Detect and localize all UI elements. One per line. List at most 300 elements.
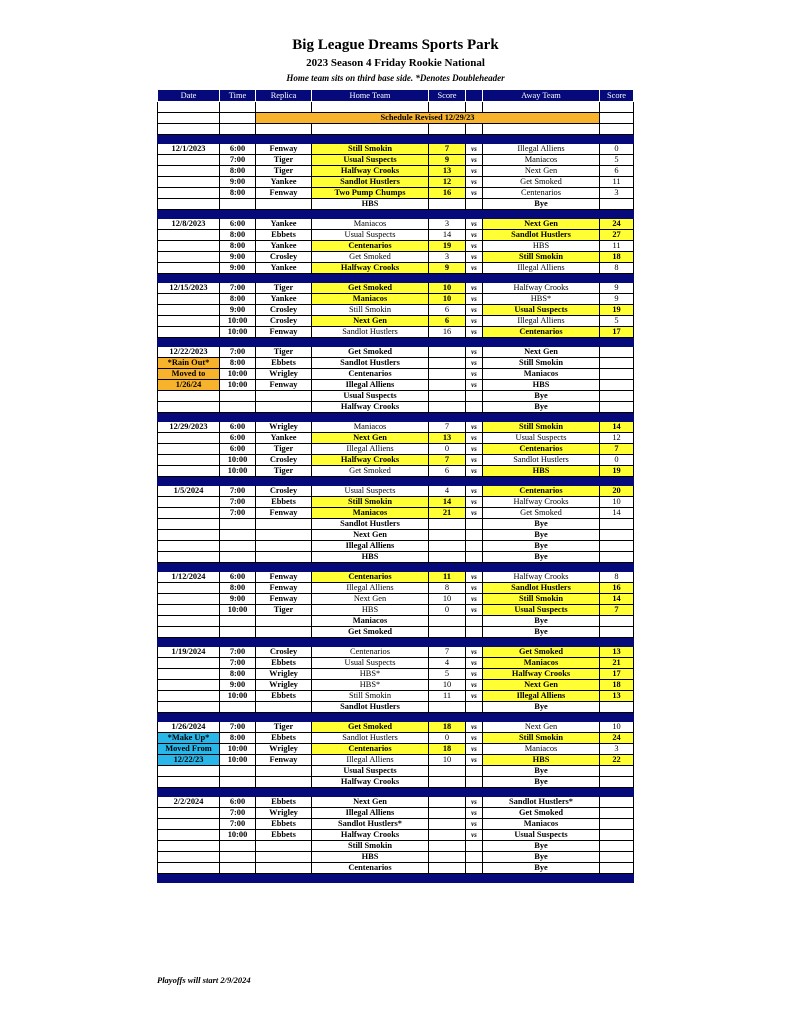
home-team-cell: Maniacos — [312, 219, 429, 230]
game-row — [158, 380, 634, 391]
replica-cell: Crosley — [256, 647, 312, 658]
home-team-cell: Centenarios — [312, 241, 429, 252]
home-score-cell: 8 — [429, 583, 466, 594]
vs-cell: vs — [466, 808, 483, 819]
vs-cell: vs — [466, 455, 483, 466]
home-score-cell — [429, 808, 466, 819]
game-row — [158, 669, 634, 680]
home-score-cell: 3 — [429, 252, 466, 263]
vs-cell: vs — [466, 144, 483, 155]
vs-cell: vs — [466, 230, 483, 241]
home-score-cell: 6 — [429, 466, 466, 477]
game-row — [158, 327, 634, 338]
game-row — [158, 658, 634, 669]
game-row — [158, 497, 634, 508]
away-score-cell: 0 — [600, 455, 634, 466]
away-score-cell: 11 — [600, 177, 634, 188]
away-team-cell: Bye — [483, 530, 600, 541]
date-cell — [158, 177, 220, 188]
week-divider — [158, 563, 634, 572]
date-cell — [158, 433, 220, 444]
time-cell: 8:00 — [220, 230, 256, 241]
away-score-cell — [600, 199, 634, 210]
away-score-cell — [600, 530, 634, 541]
away-score-cell — [600, 777, 634, 788]
vs-cell — [466, 777, 483, 788]
away-team-cell: Get Smoked — [483, 808, 600, 819]
time-cell: 7:00 — [220, 347, 256, 358]
vs-cell: vs — [466, 658, 483, 669]
home-team-cell: Centenarios — [312, 744, 429, 755]
away-score-cell: 22 — [600, 755, 634, 766]
away-score-cell: 7 — [600, 605, 634, 616]
home-team-cell: Get Smoked — [312, 283, 429, 294]
time-cell — [220, 530, 256, 541]
vs-cell: vs — [466, 433, 483, 444]
away-score-cell — [600, 358, 634, 369]
vs-cell: vs — [466, 252, 483, 263]
home-score-cell: 7 — [429, 422, 466, 433]
away-team-cell: Maniacos — [483, 819, 600, 830]
date-cell — [158, 702, 220, 713]
vs-cell: vs — [466, 358, 483, 369]
away-team-cell: Bye — [483, 552, 600, 563]
time-cell: 7:00 — [220, 658, 256, 669]
replica-cell: Wrigley — [256, 369, 312, 380]
time-cell — [220, 863, 256, 874]
away-score-cell: 16 — [600, 583, 634, 594]
home-team-cell: Illegal Alliens — [312, 808, 429, 819]
home-score-cell: 14 — [429, 230, 466, 241]
col-date: Date — [158, 90, 220, 102]
vs-cell — [466, 541, 483, 552]
home-team-cell: HBS — [312, 852, 429, 863]
home-score-cell: 4 — [429, 658, 466, 669]
home-score-cell — [429, 391, 466, 402]
away-team-cell: Halfway Crooks — [483, 669, 600, 680]
away-team-cell: Centenarios — [483, 188, 600, 199]
away-team-cell: Bye — [483, 863, 600, 874]
date-cell — [158, 808, 220, 819]
home-score-cell: 10 — [429, 680, 466, 691]
week-divider-bar — [158, 874, 634, 883]
date-cell — [158, 305, 220, 316]
vs-cell: vs — [466, 380, 483, 391]
game-row — [158, 219, 634, 230]
away-team-cell: Maniacos — [483, 155, 600, 166]
replica-cell: Yankee — [256, 263, 312, 274]
vs-cell: vs — [466, 155, 483, 166]
date-cell — [158, 263, 220, 274]
blank-row — [158, 102, 634, 113]
date-cell: 12/22/2023 — [158, 347, 220, 358]
time-cell: 8:00 — [220, 583, 256, 594]
home-score-cell — [429, 830, 466, 841]
time-cell: 7:00 — [220, 155, 256, 166]
vs-cell: vs — [466, 583, 483, 594]
home-team-cell: Halfway Crooks — [312, 830, 429, 841]
away-team-cell: Next Gen — [483, 680, 600, 691]
away-score-cell — [600, 391, 634, 402]
replica-cell: Fenway — [256, 755, 312, 766]
game-row — [158, 605, 634, 616]
time-cell — [220, 852, 256, 863]
away-team-cell: HBS — [483, 755, 600, 766]
date-cell — [158, 166, 220, 177]
replica-cell: Fenway — [256, 327, 312, 338]
week-divider-bar — [158, 788, 634, 797]
vs-cell: vs — [466, 647, 483, 658]
date-cell — [158, 188, 220, 199]
home-team-cell: Get Smoked — [312, 627, 429, 638]
replica-cell — [256, 766, 312, 777]
time-cell: 6:00 — [220, 572, 256, 583]
week-divider-bar — [158, 210, 634, 219]
away-team-cell: Usual Suspects — [483, 305, 600, 316]
home-team-cell: Illegal Alliens — [312, 380, 429, 391]
date-cell — [158, 819, 220, 830]
week-divider — [158, 135, 634, 144]
away-team-cell: Maniacos — [483, 658, 600, 669]
home-team-cell: Two Pump Chumps — [312, 188, 429, 199]
home-team-cell: Halfway Crooks — [312, 402, 429, 413]
home-team-cell: HBS — [312, 552, 429, 563]
game-row — [158, 155, 634, 166]
away-score-cell: 18 — [600, 680, 634, 691]
schedule-revised-banner: Schedule Revised 12/29/23 — [256, 113, 600, 124]
replica-cell: Wrigley — [256, 680, 312, 691]
home-score-cell: 10 — [429, 755, 466, 766]
time-cell: 9:00 — [220, 252, 256, 263]
home-team-cell: Get Smoked — [312, 252, 429, 263]
away-score-cell: 14 — [600, 594, 634, 605]
home-team-cell: Centenarios — [312, 572, 429, 583]
replica-cell: Tiger — [256, 347, 312, 358]
week-divider-bar — [158, 713, 634, 722]
time-cell — [220, 199, 256, 210]
away-team-cell: Usual Suspects — [483, 830, 600, 841]
time-cell: 9:00 — [220, 177, 256, 188]
blank-row — [158, 124, 634, 135]
vs-cell: vs — [466, 369, 483, 380]
away-team-cell: Bye — [483, 391, 600, 402]
game-row — [158, 766, 634, 777]
replica-cell — [256, 199, 312, 210]
away-team-cell: Next Gen — [483, 166, 600, 177]
home-score-cell — [429, 358, 466, 369]
away-team-cell: Bye — [483, 519, 600, 530]
week-divider — [158, 210, 634, 219]
home-score-cell — [429, 380, 466, 391]
time-cell — [220, 541, 256, 552]
date-cell — [158, 841, 220, 852]
date-cell: 2/2/2024 — [158, 797, 220, 808]
away-team-cell: Maniacos — [483, 369, 600, 380]
time-cell: 7:00 — [220, 647, 256, 658]
date-cell — [158, 241, 220, 252]
vs-cell: vs — [466, 177, 483, 188]
week-divider — [158, 477, 634, 486]
away-team-cell: Centenarios — [483, 327, 600, 338]
vs-cell: vs — [466, 422, 483, 433]
home-team-cell: Maniacos — [312, 422, 429, 433]
vs-cell — [466, 627, 483, 638]
game-row — [158, 144, 634, 155]
away-team-cell: Illegal Alliens — [483, 691, 600, 702]
away-score-cell — [600, 863, 634, 874]
replica-cell: Fenway — [256, 594, 312, 605]
date-cell — [158, 680, 220, 691]
time-cell: 10:00 — [220, 455, 256, 466]
replica-cell: Ebbets — [256, 733, 312, 744]
replica-cell: Yankee — [256, 177, 312, 188]
replica-cell: Crosley — [256, 305, 312, 316]
away-team-cell: Sandlot Hustlers* — [483, 797, 600, 808]
away-score-cell — [600, 852, 634, 863]
replica-cell: Ebbets — [256, 497, 312, 508]
date-cell — [158, 466, 220, 477]
home-team-cell: Get Smoked — [312, 347, 429, 358]
home-score-cell: 13 — [429, 433, 466, 444]
away-score-cell — [600, 830, 634, 841]
vs-cell: vs — [466, 755, 483, 766]
home-team-cell: Halfway Crooks — [312, 777, 429, 788]
time-cell: 9:00 — [220, 680, 256, 691]
home-team-cell: Maniacos — [312, 616, 429, 627]
away-score-cell: 5 — [600, 155, 634, 166]
home-score-cell — [429, 552, 466, 563]
game-row — [158, 722, 634, 733]
game-row — [158, 841, 634, 852]
home-team-cell: Usual Suspects — [312, 766, 429, 777]
date-note-cell: *Rain Out* — [158, 358, 220, 369]
home-score-cell: 5 — [429, 669, 466, 680]
game-row — [158, 702, 634, 713]
away-score-cell: 14 — [600, 508, 634, 519]
away-score-cell — [600, 380, 634, 391]
away-score-cell — [600, 541, 634, 552]
home-team-cell: Centenarios — [312, 369, 429, 380]
time-cell: 7:00 — [220, 508, 256, 519]
home-score-cell: 16 — [429, 327, 466, 338]
home-team-cell: Illegal Alliens — [312, 755, 429, 766]
replica-cell: Ebbets — [256, 658, 312, 669]
home-team-cell: Usual Suspects — [312, 486, 429, 497]
replica-cell — [256, 852, 312, 863]
week-divider — [158, 638, 634, 647]
replica-cell: Tiger — [256, 466, 312, 477]
home-team-cell: Get Smoked — [312, 466, 429, 477]
game-row — [158, 541, 634, 552]
week-divider — [158, 788, 634, 797]
home-team-cell: Maniacos — [312, 294, 429, 305]
time-cell: 7:00 — [220, 722, 256, 733]
away-team-cell: Centenarios — [483, 486, 600, 497]
replica-cell: Ebbets — [256, 691, 312, 702]
time-cell — [220, 552, 256, 563]
time-cell — [220, 627, 256, 638]
game-row — [158, 369, 634, 380]
game-row — [158, 616, 634, 627]
game-row — [158, 347, 634, 358]
home-score-cell — [429, 199, 466, 210]
home-team-cell: Usual Suspects — [312, 155, 429, 166]
replica-cell — [256, 402, 312, 413]
home-score-cell: 11 — [429, 572, 466, 583]
home-score-cell: 19 — [429, 241, 466, 252]
away-team-cell: Bye — [483, 616, 600, 627]
time-cell — [220, 402, 256, 413]
home-score-cell — [429, 519, 466, 530]
time-cell: 6:00 — [220, 797, 256, 808]
home-score-cell: 0 — [429, 605, 466, 616]
replica-cell: Yankee — [256, 219, 312, 230]
game-row — [158, 819, 634, 830]
home-score-cell — [429, 797, 466, 808]
game-row — [158, 680, 634, 691]
vs-cell: vs — [466, 294, 483, 305]
game-row — [158, 777, 634, 788]
date-cell — [158, 583, 220, 594]
away-score-cell — [600, 519, 634, 530]
date-cell — [158, 230, 220, 241]
home-score-cell: 0 — [429, 733, 466, 744]
away-team-cell: HBS — [483, 466, 600, 477]
game-row — [158, 305, 634, 316]
time-cell: 8:00 — [220, 241, 256, 252]
home-score-cell — [429, 369, 466, 380]
game-row — [158, 455, 634, 466]
vs-cell: vs — [466, 305, 483, 316]
home-score-cell: 9 — [429, 155, 466, 166]
home-team-cell: Halfway Crooks — [312, 166, 429, 177]
vs-cell: vs — [466, 219, 483, 230]
game-row — [158, 263, 634, 274]
away-team-cell: Halfway Crooks — [483, 572, 600, 583]
time-cell: 10:00 — [220, 605, 256, 616]
game-row — [158, 241, 634, 252]
time-cell: 10:00 — [220, 691, 256, 702]
footer-note: Playoffs will start 2/9/2024 — [157, 975, 251, 985]
time-cell: 9:00 — [220, 263, 256, 274]
game-row — [158, 466, 634, 477]
game-row — [158, 188, 634, 199]
away-score-cell: 8 — [600, 572, 634, 583]
col-away-team: Away Team — [483, 90, 600, 102]
replica-cell: Wrigley — [256, 422, 312, 433]
game-row — [158, 519, 634, 530]
date-cell — [158, 508, 220, 519]
time-cell: 10:00 — [220, 316, 256, 327]
away-team-cell: Sandlot Hustlers — [483, 455, 600, 466]
date-cell — [158, 669, 220, 680]
date-cell — [158, 199, 220, 210]
date-cell — [158, 616, 220, 627]
date-cell — [158, 691, 220, 702]
date-note-cell: Moved From — [158, 744, 220, 755]
replica-cell: Yankee — [256, 294, 312, 305]
game-row — [158, 444, 634, 455]
replica-cell: Fenway — [256, 188, 312, 199]
away-score-cell — [600, 797, 634, 808]
vs-cell: vs — [466, 497, 483, 508]
home-score-cell — [429, 402, 466, 413]
game-row — [158, 594, 634, 605]
home-team-cell: Maniacos — [312, 508, 429, 519]
replica-cell: Tiger — [256, 155, 312, 166]
away-score-cell — [600, 402, 634, 413]
vs-cell — [466, 766, 483, 777]
date-cell: 12/15/2023 — [158, 283, 220, 294]
away-score-cell — [600, 766, 634, 777]
time-cell: 10:00 — [220, 755, 256, 766]
vs-cell — [466, 552, 483, 563]
home-team-cell: Next Gen — [312, 594, 429, 605]
away-score-cell: 3 — [600, 188, 634, 199]
replica-cell: Yankee — [256, 433, 312, 444]
week-divider-bar — [158, 563, 634, 572]
away-score-cell: 7 — [600, 444, 634, 455]
away-team-cell: HBS* — [483, 294, 600, 305]
home-score-cell: 10 — [429, 283, 466, 294]
vs-cell: vs — [466, 594, 483, 605]
away-team-cell: Still Smokin — [483, 422, 600, 433]
date-cell — [158, 658, 220, 669]
away-score-cell — [600, 627, 634, 638]
game-row — [158, 583, 634, 594]
home-score-cell — [429, 819, 466, 830]
week-divider — [158, 338, 634, 347]
away-score-cell: 6 — [600, 166, 634, 177]
date-cell — [158, 402, 220, 413]
home-team-cell: Halfway Crooks — [312, 455, 429, 466]
date-cell — [158, 627, 220, 638]
replica-cell: Ebbets — [256, 358, 312, 369]
home-team-cell: Halfway Crooks — [312, 263, 429, 274]
home-team-cell: HBS* — [312, 680, 429, 691]
time-cell: 10:00 — [220, 744, 256, 755]
home-score-cell — [429, 766, 466, 777]
game-row — [158, 177, 634, 188]
home-team-cell: Illegal Alliens — [312, 541, 429, 552]
replica-cell — [256, 841, 312, 852]
time-cell: 10:00 — [220, 830, 256, 841]
time-cell — [220, 766, 256, 777]
home-score-cell: 3 — [429, 219, 466, 230]
home-score-cell: 0 — [429, 444, 466, 455]
date-cell — [158, 497, 220, 508]
game-row — [158, 252, 634, 263]
replica-cell: Ebbets — [256, 830, 312, 841]
home-score-cell: 4 — [429, 486, 466, 497]
vs-cell: vs — [466, 572, 483, 583]
home-score-cell: 7 — [429, 647, 466, 658]
away-team-cell: Illegal Alliens — [483, 316, 600, 327]
home-score-cell: 11 — [429, 691, 466, 702]
away-score-cell: 24 — [600, 219, 634, 230]
home-score-cell: 10 — [429, 594, 466, 605]
home-score-cell: 10 — [429, 294, 466, 305]
home-score-cell — [429, 627, 466, 638]
replica-cell: Fenway — [256, 380, 312, 391]
away-team-cell: Bye — [483, 702, 600, 713]
away-score-cell: 8 — [600, 263, 634, 274]
home-score-cell: 18 — [429, 744, 466, 755]
replica-cell — [256, 519, 312, 530]
away-team-cell: Usual Suspects — [483, 433, 600, 444]
away-score-cell: 18 — [600, 252, 634, 263]
home-score-cell: 12 — [429, 177, 466, 188]
